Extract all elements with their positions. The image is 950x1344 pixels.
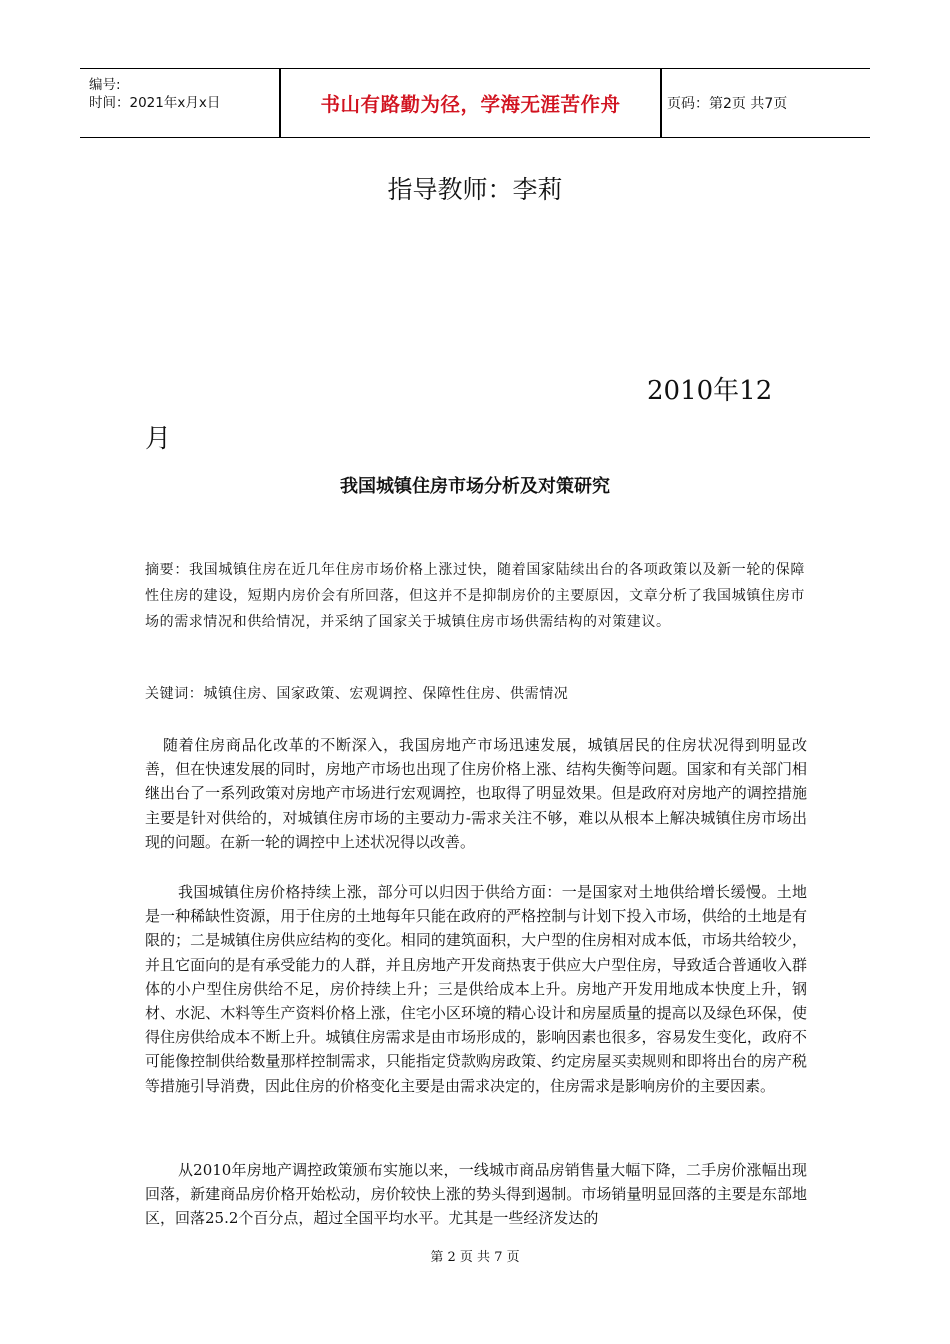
time-label: 时间：2021年x月x日 bbox=[89, 95, 221, 111]
page-footer: 第 2 页 共 7 页 bbox=[430, 1250, 520, 1265]
body-paragraph: 我国城镇住房价格持续上涨，部分可以归因于供给方面：一是国家对土地供给增长缓慢。土地是一种稀缺性资源，用于住房的土地每年只能在政府的严格控制与计划下投入市场，供给的土地是有限的；二是城镇住房供应结构的变化。相同的建筑面积，大户型的住房相对成本低，市场共给较少，并且它面向的是有承受能力的人群，并且房地产开发商热衷于供应大户型住房，导致适合普通收入群体的小户型住房供给不足，房价持续上升；三是供给成本上升。房地产开发用地成本快度上升，钢材、水泥、木料等生产资料价格上涨，住宅小区环境的精心设计和房屋质量的提高以及绿色环保，使得住房供给成本不断上升。城镇住房需求是由市场形成的，影响因素也很多，容易发生变化，政府不可能像控制供给数量那样控制需求，只能指定贷款购房政策、约定房屋买卖规则和即将出台的房产税等措施引导消费，因此住房的价格变化主要是由需求决定的，住房需求是影响房价的主要因素。 bbox=[145, 883, 807, 1095]
document-title: 我国城镇住房市场分析及对策研究 bbox=[340, 476, 610, 497]
body-paragraph: 随着住房商品化改革的不断深入，我国房地产市场迅速发展，城镇居民的住房状况得到明显改善，但在快速发展的同时，房地产市场也出现了住房价格上涨、结构失衡等问题。国家和有关部门相继出台了一系列政策对房地产市场进行宏观调控，也取得了明显效果。但是政府对房地产的调控措施主要是针对供给的，对城镇住房市场的主要动力-需求关注不够，难以从根本上解决城镇住房市场出现的问题。在新一轮的调控中上述状况得以改善。 bbox=[145, 736, 807, 851]
advisor-line: 指导教师：李莉 bbox=[387, 175, 563, 204]
body-paragraph: 从2010年房地产调控政策颁布实施以来，一线城市商品房销售量大幅下降，二手房价涨幅出现回落，新建商品房价格开始松动，房价较快上涨的势头得到遏制。市场销量明显回落的主要是东部地区，回落25.2个百分点，超过全国平均水平。尤其是一些经济发达的 bbox=[145, 1161, 807, 1228]
abstract-paragraph: 摘要：我国城镇住房在近几年住房市场价格上涨过快，随着国家陆续出台的各项政策以及新一轮的保障性住房的建设，短期内房价会有所回落，但这并不是抑制房价的主要原因，文章分析了我国城镇住房市场的需求情况和供给情况，并采纳了国家关于城镇住房市场供需结构的对策建议。 bbox=[145, 562, 805, 630]
header-motto: 书山有路勤为径，学海无涯苦作舟 bbox=[320, 93, 621, 116]
header-divider bbox=[660, 69, 662, 137]
header-page-info: 页码：第2页 共7页 bbox=[667, 96, 788, 112]
header-table bbox=[80, 68, 870, 138]
date-month-char: 月 bbox=[145, 424, 172, 454]
number-label: 编号: bbox=[89, 77, 121, 93]
header-meta-cell bbox=[80, 69, 280, 137]
keywords-line: 关键词：城镇住房、国家政策、宏观调控、保障性住房、供需情况 bbox=[145, 686, 569, 702]
date-year-month: 2010年12 bbox=[647, 376, 773, 406]
